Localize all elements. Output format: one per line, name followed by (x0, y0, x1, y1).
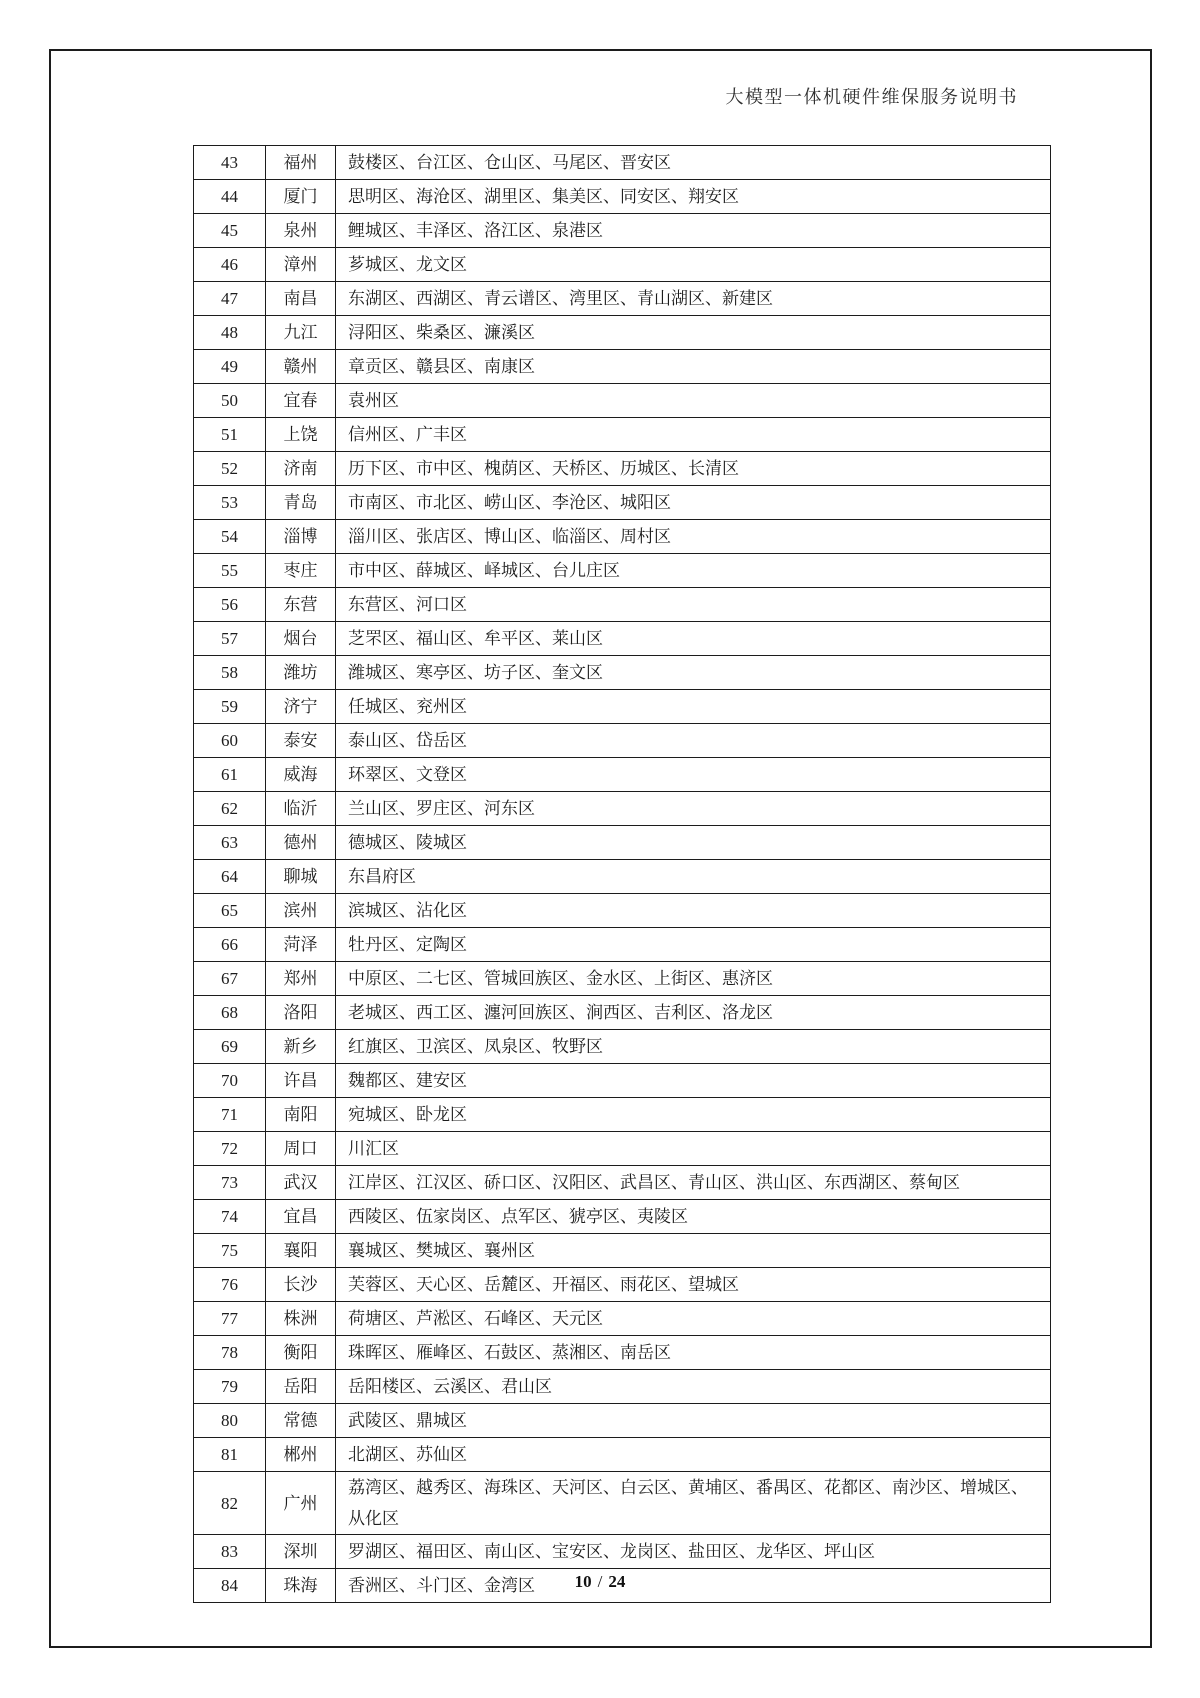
table-row (194, 316, 1051, 350)
city-name-cell: 淄博 (266, 520, 336, 554)
district-list-cell: 红旗区、卫滨区、凤泉区、牧野区 (336, 1030, 1051, 1064)
table-row (194, 724, 1051, 758)
city-name-cell: 枣庄 (266, 554, 336, 588)
district-list-cell: 信州区、广丰区 (336, 418, 1051, 452)
city-name-cell: 德州 (266, 826, 336, 860)
row-number-cell: 84 (194, 1569, 266, 1603)
table-row (194, 520, 1051, 554)
table-row (194, 996, 1051, 1030)
row-number-cell: 60 (194, 724, 266, 758)
row-number-cell: 61 (194, 758, 266, 792)
table-row (194, 248, 1051, 282)
city-name-cell: 郑州 (266, 962, 336, 996)
city-name-cell: 珠海 (266, 1569, 336, 1603)
district-list-cell: 襄城区、樊城区、襄州区 (336, 1234, 1051, 1268)
city-name-cell: 东营 (266, 588, 336, 622)
table-row (194, 146, 1051, 180)
row-number-cell: 79 (194, 1370, 266, 1404)
city-name-cell: 泉州 (266, 214, 336, 248)
district-list-cell: 浔阳区、柴桑区、濂溪区 (336, 316, 1051, 350)
district-list-cell: 市南区、市北区、崂山区、李沧区、城阳区 (336, 486, 1051, 520)
city-name-cell: 洛阳 (266, 996, 336, 1030)
row-number-cell: 53 (194, 486, 266, 520)
district-list-cell: 任城区、兖州区 (336, 690, 1051, 724)
city-name-cell: 宜春 (266, 384, 336, 418)
table-row (194, 860, 1051, 894)
table-row (194, 350, 1051, 384)
city-name-cell: 深圳 (266, 1535, 336, 1569)
row-number-cell: 83 (194, 1535, 266, 1569)
district-list-cell: 牡丹区、定陶区 (336, 928, 1051, 962)
district-list-cell: 泰山区、岱岳区 (336, 724, 1051, 758)
table-row (194, 894, 1051, 928)
city-name-cell: 上饶 (266, 418, 336, 452)
table-row (194, 622, 1051, 656)
district-list-cell: 市中区、薛城区、峄城区、台儿庄区 (336, 554, 1051, 588)
city-districts-table (193, 145, 1051, 1603)
table-row (194, 1166, 1051, 1200)
district-list-cell: 芝罘区、福山区、牟平区、莱山区 (336, 622, 1051, 656)
row-number-cell: 73 (194, 1166, 266, 1200)
row-number-cell: 70 (194, 1064, 266, 1098)
district-list-cell: 荔湾区、越秀区、海珠区、天河区、白云区、黄埔区、番禺区、花都区、南沙区、增城区、从化区 (336, 1472, 1051, 1535)
row-number-cell: 75 (194, 1234, 266, 1268)
city-name-cell: 周口 (266, 1132, 336, 1166)
city-name-cell: 武汉 (266, 1166, 336, 1200)
row-number-cell: 49 (194, 350, 266, 384)
row-number-cell: 54 (194, 520, 266, 554)
row-number-cell: 63 (194, 826, 266, 860)
city-name-cell: 许昌 (266, 1064, 336, 1098)
district-list-cell: 鲤城区、丰泽区、洛江区、泉港区 (336, 214, 1051, 248)
row-number-cell: 57 (194, 622, 266, 656)
table-row (194, 588, 1051, 622)
row-number-cell: 45 (194, 214, 266, 248)
district-list-cell: 川汇区 (336, 1132, 1051, 1166)
table-row (194, 962, 1051, 996)
district-list-cell: 岳阳楼区、云溪区、君山区 (336, 1370, 1051, 1404)
district-list-cell: 荷塘区、芦淞区、石峰区、天元区 (336, 1302, 1051, 1336)
table-row (194, 1535, 1051, 1569)
district-list-cell: 武陵区、鼎城区 (336, 1404, 1051, 1438)
row-number-cell: 74 (194, 1200, 266, 1234)
table-row (194, 452, 1051, 486)
district-list-cell: 中原区、二七区、管城回族区、金水区、上街区、惠济区 (336, 962, 1051, 996)
city-name-cell: 南昌 (266, 282, 336, 316)
table-row (194, 418, 1051, 452)
table-row (194, 1370, 1051, 1404)
document-header-title: 大模型一体机硬件维保服务说明书 (725, 87, 1018, 107)
row-number-cell: 44 (194, 180, 266, 214)
row-number-cell: 46 (194, 248, 266, 282)
district-list-cell: 东营区、河口区 (336, 588, 1051, 622)
city-name-cell: 株洲 (266, 1302, 336, 1336)
city-name-cell: 郴州 (266, 1438, 336, 1472)
district-list-cell: 袁州区 (336, 384, 1051, 418)
city-name-cell: 长沙 (266, 1268, 336, 1302)
row-number-cell: 59 (194, 690, 266, 724)
table-row (194, 1302, 1051, 1336)
row-number-cell: 68 (194, 996, 266, 1030)
city-name-cell: 泰安 (266, 724, 336, 758)
district-list-cell: 环翠区、文登区 (336, 758, 1051, 792)
row-number-cell: 82 (194, 1472, 266, 1535)
row-number-cell: 50 (194, 384, 266, 418)
row-number-cell: 47 (194, 282, 266, 316)
city-name-cell: 赣州 (266, 350, 336, 384)
row-number-cell: 66 (194, 928, 266, 962)
city-name-cell: 潍坊 (266, 656, 336, 690)
city-name-cell: 济南 (266, 452, 336, 486)
city-name-cell: 广州 (266, 1472, 336, 1535)
district-list-cell: 东湖区、西湖区、青云谱区、湾里区、青山湖区、新建区 (336, 282, 1051, 316)
table-row (194, 826, 1051, 860)
table-row (194, 1336, 1051, 1370)
row-number-cell: 48 (194, 316, 266, 350)
city-name-cell: 临沂 (266, 792, 336, 826)
table-row (194, 758, 1051, 792)
district-list-cell: 老城区、西工区、瀍河回族区、涧西区、吉利区、洛龙区 (336, 996, 1051, 1030)
table-row (194, 282, 1051, 316)
district-list-cell: 潍城区、寒亭区、坊子区、奎文区 (336, 656, 1051, 690)
district-list-cell: 淄川区、张店区、博山区、临淄区、周村区 (336, 520, 1051, 554)
district-list-cell: 罗湖区、福田区、南山区、宝安区、龙岗区、盐田区、龙华区、坪山区 (336, 1535, 1051, 1569)
city-name-cell: 威海 (266, 758, 336, 792)
row-number-cell: 76 (194, 1268, 266, 1302)
row-number-cell: 67 (194, 962, 266, 996)
city-name-cell: 常德 (266, 1404, 336, 1438)
city-name-cell: 滨州 (266, 894, 336, 928)
district-list-cell: 北湖区、苏仙区 (336, 1438, 1051, 1472)
page-number-current: 10 (574, 1572, 592, 1591)
city-name-cell: 新乡 (266, 1030, 336, 1064)
page-number-total: 24 (608, 1572, 626, 1591)
district-list-cell: 兰山区、罗庄区、河东区 (336, 792, 1051, 826)
district-list-cell: 滨城区、沾化区 (336, 894, 1051, 928)
district-list-cell: 德城区、陵城区 (336, 826, 1051, 860)
district-list-cell: 鼓楼区、台江区、仓山区、马尾区、晋安区 (336, 146, 1051, 180)
city-name-cell: 烟台 (266, 622, 336, 656)
table-row (194, 1098, 1051, 1132)
city-name-cell: 福州 (266, 146, 336, 180)
city-name-cell: 宜昌 (266, 1200, 336, 1234)
table-row (194, 554, 1051, 588)
city-name-cell: 岳阳 (266, 1370, 336, 1404)
table-row (194, 1064, 1051, 1098)
row-number-cell: 52 (194, 452, 266, 486)
table-row (194, 1234, 1051, 1268)
row-number-cell: 80 (194, 1404, 266, 1438)
row-number-cell: 64 (194, 860, 266, 894)
city-districts-table-body (194, 146, 1051, 1603)
row-number-cell: 77 (194, 1302, 266, 1336)
row-number-cell: 65 (194, 894, 266, 928)
row-number-cell: 62 (194, 792, 266, 826)
district-list-cell: 章贡区、赣县区、南康区 (336, 350, 1051, 384)
page-number (0, 1572, 1200, 1592)
district-list-cell: 芙蓉区、天心区、岳麓区、开福区、雨花区、望城区 (336, 1268, 1051, 1302)
city-name-cell: 聊城 (266, 860, 336, 894)
row-number-cell: 71 (194, 1098, 266, 1132)
table-row (194, 792, 1051, 826)
row-number-cell: 58 (194, 656, 266, 690)
district-list-cell: 宛城区、卧龙区 (336, 1098, 1051, 1132)
table-row (194, 1268, 1051, 1302)
row-number-cell: 81 (194, 1438, 266, 1472)
city-name-cell: 南阳 (266, 1098, 336, 1132)
table-row (194, 486, 1051, 520)
city-name-cell: 青岛 (266, 486, 336, 520)
table-row (194, 180, 1051, 214)
table-row (194, 1132, 1051, 1166)
city-name-cell: 衡阳 (266, 1336, 336, 1370)
city-name-cell: 襄阳 (266, 1234, 336, 1268)
page-number-separator: / (597, 1572, 603, 1591)
district-list-cell: 珠晖区、雁峰区、石鼓区、蒸湘区、南岳区 (336, 1336, 1051, 1370)
city-name-cell: 济宁 (266, 690, 336, 724)
row-number-cell: 56 (194, 588, 266, 622)
table-row (194, 1030, 1051, 1064)
table-row (194, 1200, 1051, 1234)
row-number-cell: 51 (194, 418, 266, 452)
row-number-cell: 78 (194, 1336, 266, 1370)
city-name-cell: 漳州 (266, 248, 336, 282)
district-list-cell: 魏都区、建安区 (336, 1064, 1051, 1098)
district-list-cell: 西陵区、伍家岗区、点军区、猇亭区、夷陵区 (336, 1200, 1051, 1234)
table-row (194, 656, 1051, 690)
row-number-cell: 72 (194, 1132, 266, 1166)
table-row (194, 1404, 1051, 1438)
district-list-cell: 香洲区、斗门区、金湾区 (336, 1569, 1051, 1603)
city-name-cell: 九江 (266, 316, 336, 350)
table-row (194, 690, 1051, 724)
table-row (194, 928, 1051, 962)
table-row (194, 1472, 1051, 1535)
table-row (194, 384, 1051, 418)
table-row (194, 1438, 1051, 1472)
table-row (194, 214, 1051, 248)
row-number-cell: 69 (194, 1030, 266, 1064)
district-list-cell: 历下区、市中区、槐荫区、天桥区、历城区、长清区 (336, 452, 1051, 486)
row-number-cell: 55 (194, 554, 266, 588)
city-name-cell: 厦门 (266, 180, 336, 214)
district-list-cell: 东昌府区 (336, 860, 1051, 894)
district-list-cell: 江岸区、江汉区、硚口区、汉阳区、武昌区、青山区、洪山区、东西湖区、蔡甸区 (336, 1166, 1051, 1200)
city-name-cell: 菏泽 (266, 928, 336, 962)
row-number-cell: 43 (194, 146, 266, 180)
district-list-cell: 思明区、海沧区、湖里区、集美区、同安区、翔安区 (336, 180, 1051, 214)
district-list-cell: 芗城区、龙文区 (336, 248, 1051, 282)
